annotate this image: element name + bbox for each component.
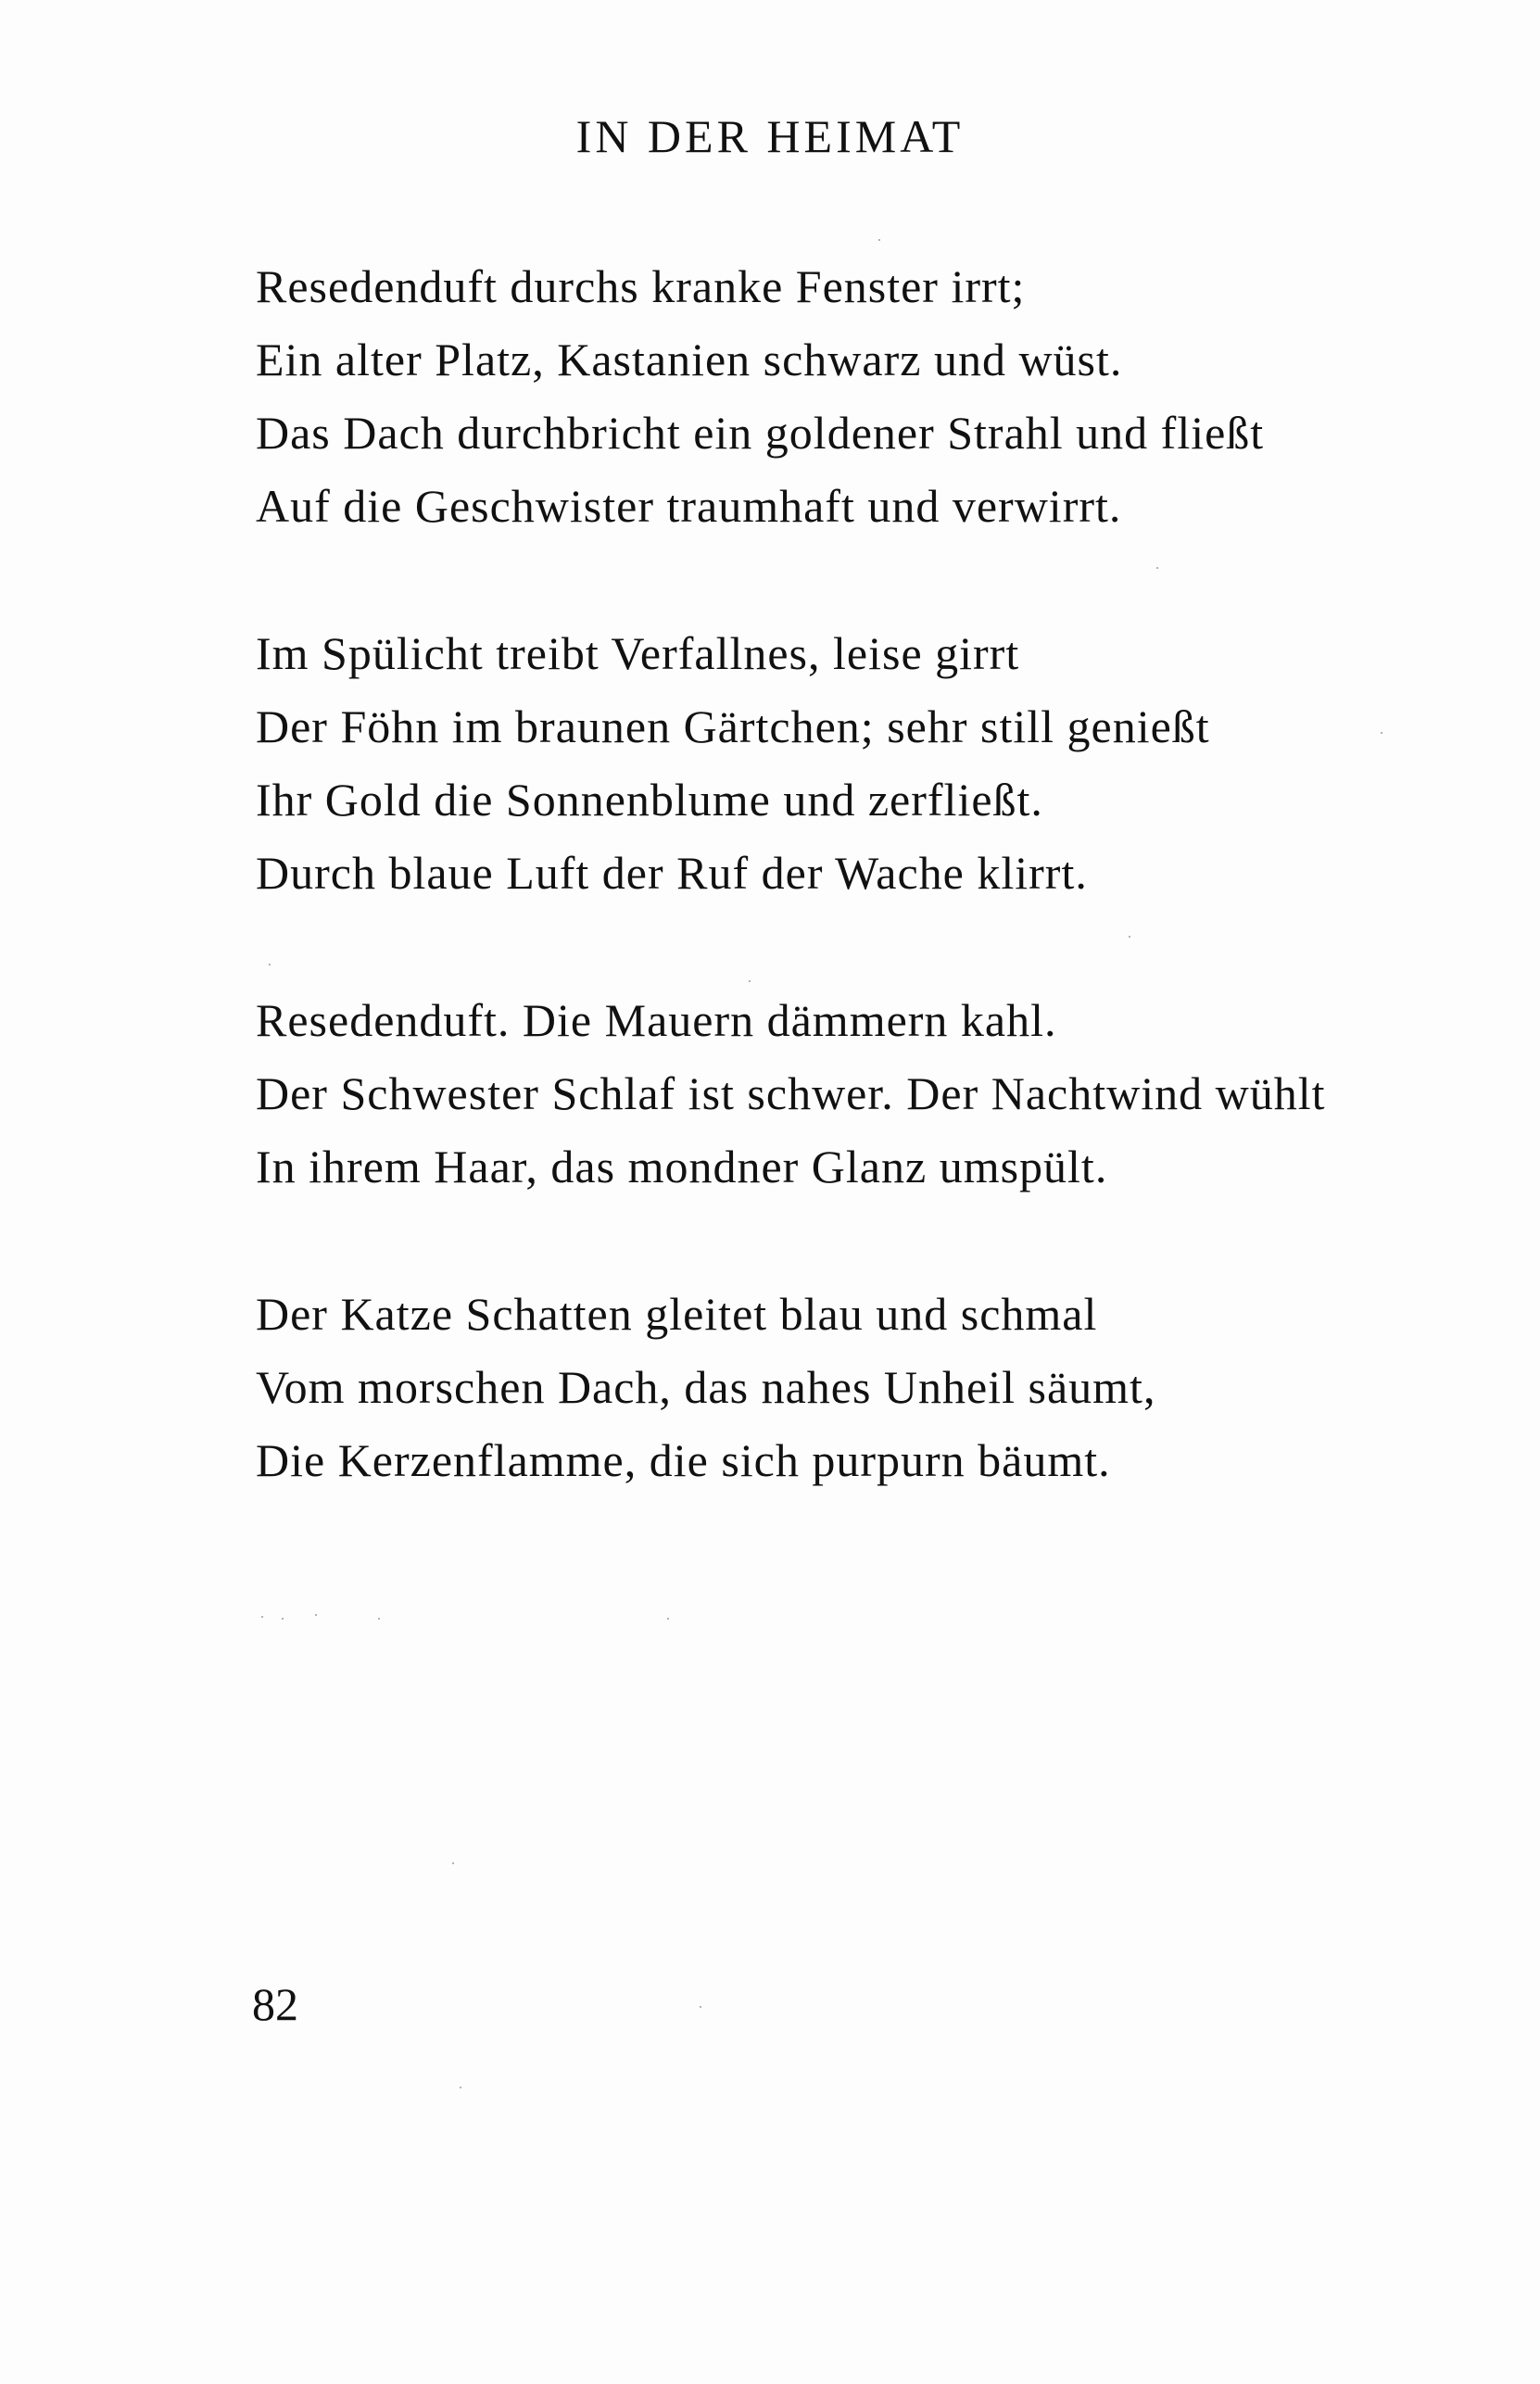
print-speck [749, 980, 751, 982]
print-speck [700, 2006, 701, 2008]
poem-line: Auf die Geschwister traumhaft und verwirrt. [256, 480, 1122, 532]
poem-line: Ihr Gold die Sonnenblume und zerfließt. [256, 774, 1043, 826]
poem-line: In ihrem Haar, das mondner Glanz umspült. [256, 1141, 1108, 1192]
poem-line: Der Föhn im braunen Gärtchen; sehr still genießt [256, 700, 1210, 752]
print-speck [282, 1618, 284, 1620]
poem-line: Im Spülicht treibt Verfallnes, leise girrt [256, 627, 1020, 679]
poem-line: Durch blaue Luft der Ruf der Wache klirrt. [256, 847, 1088, 899]
poem-line: Vom morschen Dach, das nahes Unheil säumt, [256, 1361, 1156, 1413]
poem-title: IN DER HEIMAT [575, 110, 965, 162]
stanza-3 [256, 984, 1460, 1204]
print-speck [269, 964, 271, 965]
poem-line: Resedenduft durchs kranke Fenster irrt; [256, 260, 1026, 312]
print-speck [878, 239, 880, 241]
poem-line: Die Kerzenflamme, die sich purpurn bäumt. [256, 1434, 1111, 1486]
print-speck [261, 1616, 263, 1618]
stanza-4 [256, 1278, 1460, 1497]
stanza-2 [256, 617, 1460, 910]
poem-line: Der Katze Schatten gleitet blau und schmal [256, 1288, 1098, 1340]
print-speck [452, 1862, 454, 1864]
print-speck [1129, 936, 1130, 938]
poem-body [256, 250, 1460, 1571]
stanza-1 [256, 250, 1460, 543]
print-speck [1381, 732, 1382, 734]
page-number: 82 [252, 1978, 298, 2030]
poem-line: Der Schwester Schlaf ist schwer. Der Nachtwind wühlt [256, 1067, 1326, 1119]
print-speck [1156, 567, 1158, 569]
print-speck [315, 1614, 317, 1616]
print-speck [378, 1618, 380, 1620]
poem-line: Das Dach durchbricht ein goldener Strahl und fließt [256, 407, 1265, 459]
poem-line: Resedenduft. Die Mauern dämmern kahl. [256, 994, 1057, 1046]
print-speck [667, 1618, 669, 1620]
poem-line: Ein alter Platz, Kastanien schwarz und wüst. [256, 334, 1123, 385]
print-speck [460, 2087, 461, 2088]
